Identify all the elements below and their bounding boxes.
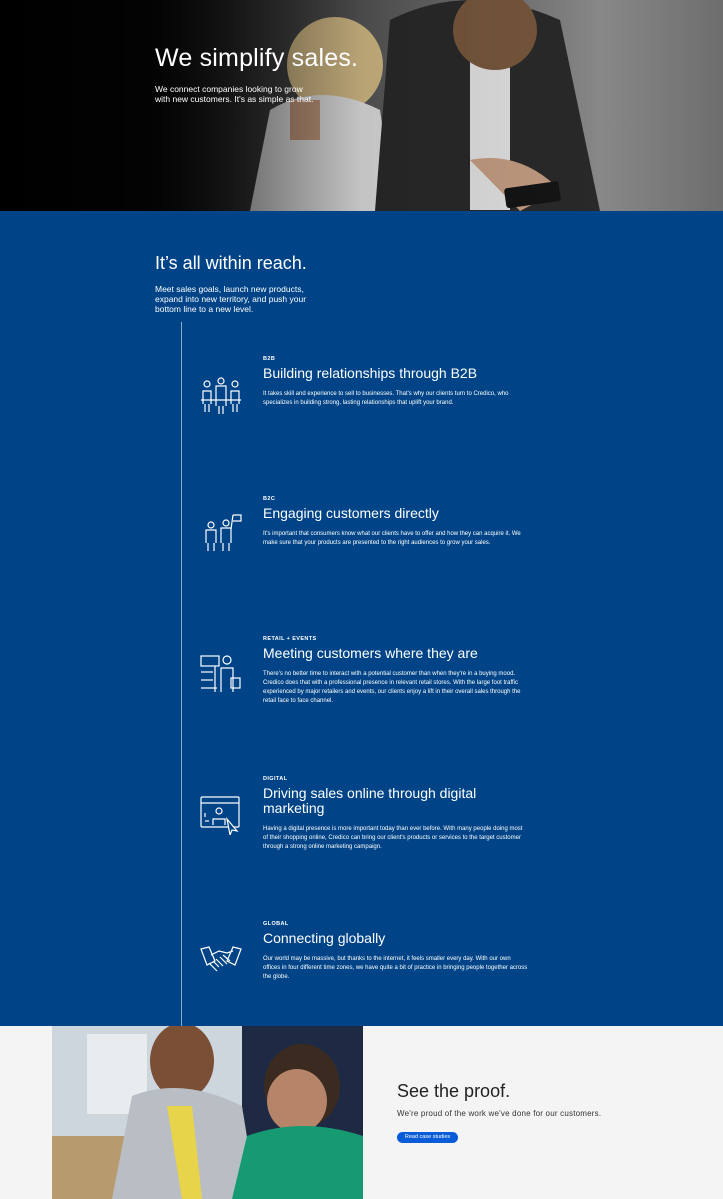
service-description: Our world may be massive, but thanks to the internet, it feels smaller every day. With our own offices in four different time zones, we have quite a bit of practice in bringing people together across the globe. xyxy=(263,956,528,980)
service-description: It's important that consumers know what our clients have to offer and how they can acquire it. We make sure that your products are presented to the right audiences to grow your sales. xyxy=(263,531,521,546)
browser-cursor-icon xyxy=(199,795,243,835)
proof-section xyxy=(0,1026,723,1199)
service-tag: B2B xyxy=(263,356,276,362)
business-meeting-icon xyxy=(199,376,243,416)
reach-section xyxy=(0,211,723,1026)
retail-shopper-icon xyxy=(199,654,243,694)
service-heading: Building relationships through B2B xyxy=(263,365,478,381)
handshake-icon xyxy=(199,941,243,981)
service-heading: Meeting customers where they are xyxy=(263,645,478,661)
service-description: Having a digital presence is more important today than ever before. With many people doing most of their shopping online, Credico can bring our client's products or services to the target customer through a strong online marketing campaign. xyxy=(263,826,523,850)
hero-title: We simplify sales. xyxy=(155,44,359,72)
service-tag: RETAIL + EVENTS xyxy=(263,636,317,642)
reach-title: It’s all within reach. xyxy=(155,253,307,273)
hero-subtitle: We connect companies looking to grow with new customers. It's as simple as that. xyxy=(155,84,314,104)
service-tag: B2C xyxy=(263,496,276,502)
hero-section xyxy=(0,0,723,211)
service-description: It takes skill and experience to sell to businesses. That's why our clients turn to Credico, who specializes in building strong, lasting relationships that uplift your brand. xyxy=(263,391,509,406)
service-description: There's no better time to interact with a potential customer than when they're in a buying mood. Credico does that with a professional presence in relevant retail stores. With the large foot traffic experienced by major retailers and events, our clients enjoy a lift in their overall sales through the retail face to face channel. xyxy=(263,671,521,704)
people-flag-icon xyxy=(199,513,243,553)
hero-photo xyxy=(0,0,723,211)
service-heading: Driving sales online through digital marketing xyxy=(263,785,477,816)
team-photo xyxy=(52,1026,363,1199)
service-heading: Engaging customers directly xyxy=(263,505,439,521)
proof-title: See the proof. xyxy=(397,1081,511,1101)
service-heading: Connecting globally xyxy=(263,930,386,946)
service-tag: GLOBAL xyxy=(263,921,289,927)
read-case-studies-button[interactable]: Read case studies xyxy=(397,1132,458,1143)
reach-subtitle: Meet sales goals, launch new products, expand into new territory, and push your bottom line to a new level. xyxy=(155,284,307,314)
proof-subtitle: We're proud of the work we've done for our customers. xyxy=(397,1109,602,1118)
service-tag: DIGITAL xyxy=(263,776,288,782)
timeline-line xyxy=(181,322,182,1026)
